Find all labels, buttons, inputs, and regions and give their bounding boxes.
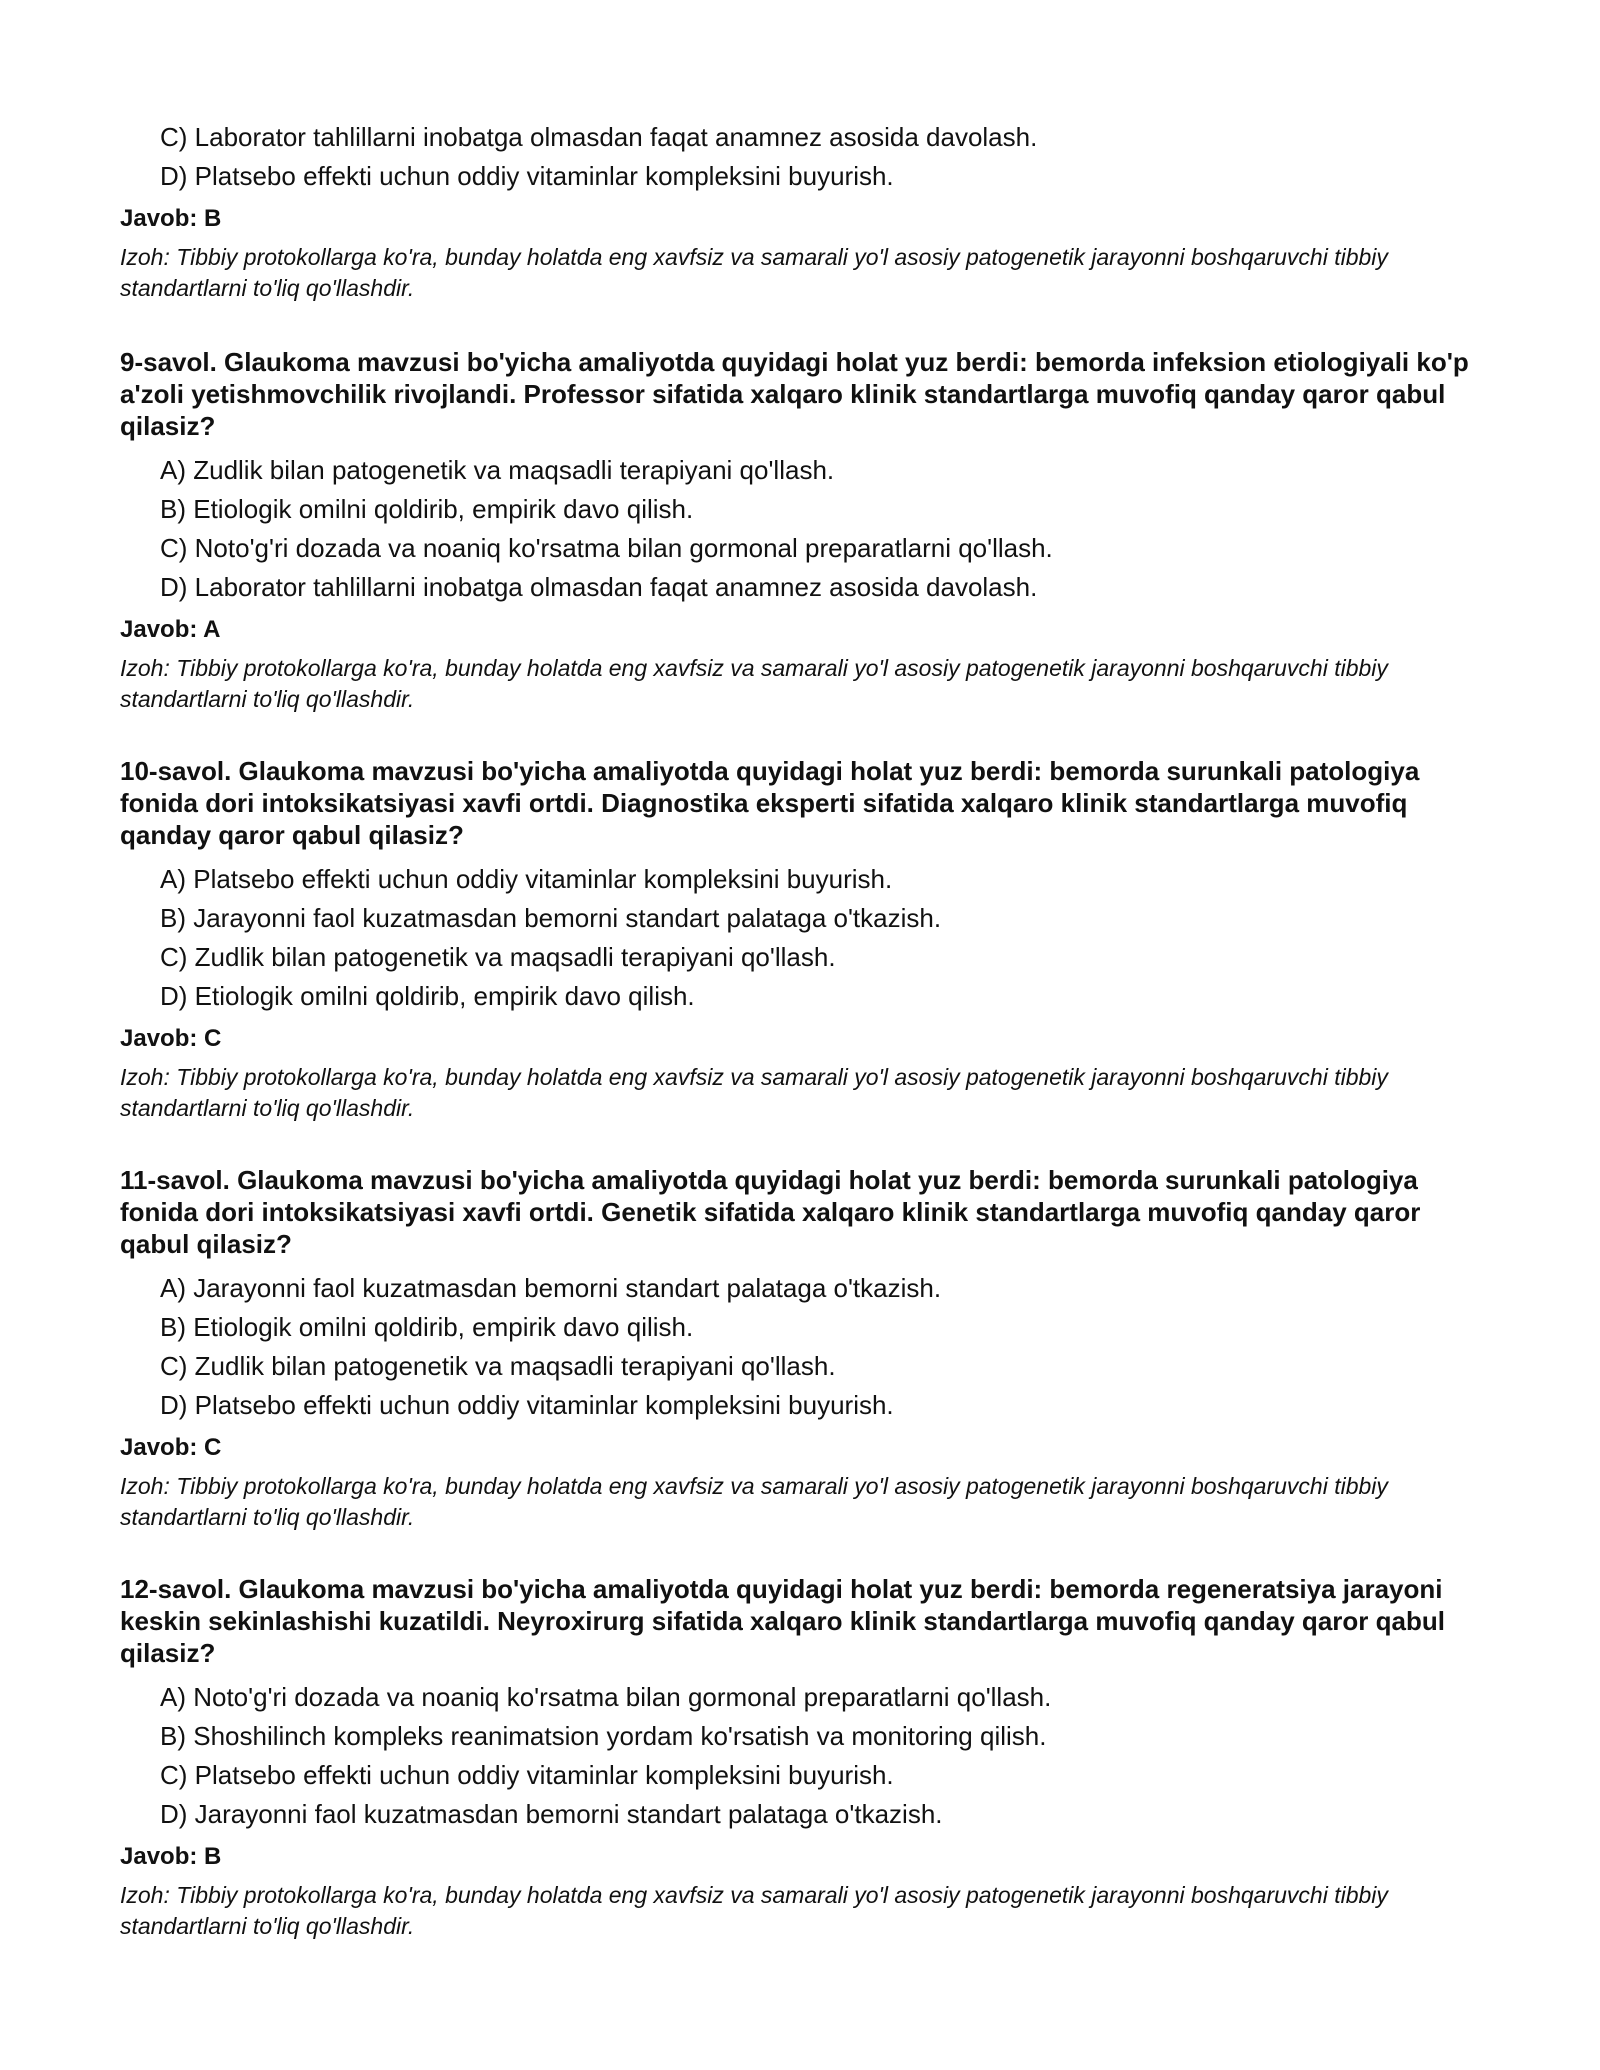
answer-label: Javob: C — [120, 1025, 222, 1052]
answer-label: Javob: B — [120, 205, 222, 232]
question-text: 9-savol. Glaukoma mavzusi bo'yicha amaliyotda quyidagi holat yuz berdi: bemorda infeksion etiologiyali ko'p a'zoli yetishmovchilik rivojlandi. Professor sifatida xalqaro klinik standartlarga muvofiq qanday qaror qabul qilasiz? — [120, 347, 1469, 441]
option-d: D) Jarayonni faol kuzatmasdan bemorni standart palataga o'tkazish. — [160, 1799, 943, 1829]
option-b: B) Shoshilinch kompleks reanimatsion yordam ko'rsatish va monitoring qilish. — [160, 1721, 1047, 1751]
question-block-10 — [120, 755, 1490, 1124]
question-text: 12-savol. Glaukoma mavzusi bo'yicha amaliyotda quyidagi holat yuz berdi: bemorda regeneratsiya jarayoni keskin sekinlashishi kuzatildi. Neyroxirurg sifatida xalqaro klinik standartlarga muvofiq qanday qaror qabul qilasiz? — [120, 1574, 1445, 1668]
option-c: C) Zudlik bilan patogenetik va maqsadli terapiyani qo'llash. — [160, 942, 836, 972]
question-block-12 — [120, 1573, 1490, 1942]
answer-label: Javob: B — [120, 1843, 222, 1870]
option-a: A) Jarayonni faol kuzatmasdan bemorni standart palataga o'tkazish. — [160, 1273, 942, 1303]
question-text: 10-savol. Glaukoma mavzusi bo'yicha amaliyotda quyidagi holat yuz berdi: bemorda surunkali patologiya fonida dori intoksikatsiyasi xavfi ortdi. Diagnostika eksperti sifatida xalqaro klinik standartlarga muvofiq qanday qaror qabul qilasiz? — [120, 756, 1420, 850]
question-block-9 — [120, 346, 1490, 715]
option-d: D) Platsebo effekti uchun oddiy vitaminlar kompleksini buyurish. — [160, 161, 894, 191]
option-a: A) Zudlik bilan patogenetik va maqsadli terapiyani qo'llash. — [160, 455, 835, 485]
option-c: C) Zudlik bilan patogenetik va maqsadli terapiyani qo'llash. — [160, 1351, 836, 1381]
question-text: 11-savol. Glaukoma mavzusi bo'yicha amaliyotda quyidagi holat yuz berdi: bemorda surunkali patologiya fonida dori intoksikatsiyasi xavfi ortdi. Genetik sifatida xalqaro klinik standartlarga muvofiq qanday qaror qabul qilasiz? — [120, 1165, 1421, 1259]
option-d: D) Laborator tahlillarni inobatga olmasdan faqat anamnez asosida davolash. — [160, 572, 1038, 602]
explanation-note: Izoh: Tibbiy protokollarga ko'ra, bunday holatda eng xavfsiz va samarali yo'l asosiy patogenetik jarayonni boshqaruvchi tibbiy standartlarni to'liq qo'llashdir. — [120, 1473, 1388, 1530]
option-b: B) Jarayonni faol kuzatmasdan bemorni standart palataga o'tkazish. — [160, 903, 942, 933]
option-b: B) Etiologik omilni qoldirib, empirik davo qilish. — [160, 1312, 694, 1342]
option-a: A) Platsebo effekti uchun oddiy vitaminlar kompleksini buyurish. — [160, 864, 893, 894]
explanation-note: Izoh: Tibbiy protokollarga ko'ra, bunday holatda eng xavfsiz va samarali yo'l asosiy patogenetik jarayonni boshqaruvchi tibbiy standartlarni to'liq qo'llashdir. — [120, 1882, 1388, 1939]
answer-label: Javob: C — [120, 1434, 222, 1461]
explanation-note: Izoh: Tibbiy protokollarga ko'ra, bunday holatda eng xavfsiz va samarali yo'l asosiy patogenetik jarayonni boshqaruvchi tibbiy standartlarni to'liq qo'llashdir. — [120, 1064, 1388, 1121]
question-block-11 — [120, 1164, 1490, 1533]
explanation-note: Izoh: Tibbiy protokollarga ko'ra, bunday holatda eng xavfsiz va samarali yo'l asosiy patogenetik jarayonni boshqaruvchi tibbiy standartlarni to'liq qo'llashdir. — [120, 244, 1388, 301]
option-a: A) Noto'g'ri dozada va noaniq ko'rsatma bilan gormonal preparatlarni qo'llash. — [160, 1682, 1052, 1712]
option-c: C) Laborator tahlillarni inobatga olmasdan faqat anamnez asosida davolash. — [160, 122, 1038, 152]
question-8-continuation — [120, 118, 1490, 304]
option-c: C) Noto'g'ri dozada va noaniq ko'rsatma bilan gormonal preparatlarni qo'llash. — [160, 533, 1053, 563]
option-d: D) Platsebo effekti uchun oddiy vitaminlar kompleksini buyurish. — [160, 1390, 894, 1420]
option-c: C) Platsebo effekti uchun oddiy vitaminlar kompleksini buyurish. — [160, 1760, 894, 1790]
option-b: B) Etiologik omilni qoldirib, empirik davo qilish. — [160, 494, 694, 524]
answer-label: Javob: A — [120, 616, 221, 643]
option-d: D) Etiologik omilni qoldirib, empirik davo qilish. — [160, 981, 695, 1011]
explanation-note: Izoh: Tibbiy protokollarga ko'ra, bunday holatda eng xavfsiz va samarali yo'l asosiy patogenetik jarayonni boshqaruvchi tibbiy standartlarni to'liq qo'llashdir. — [120, 655, 1388, 712]
